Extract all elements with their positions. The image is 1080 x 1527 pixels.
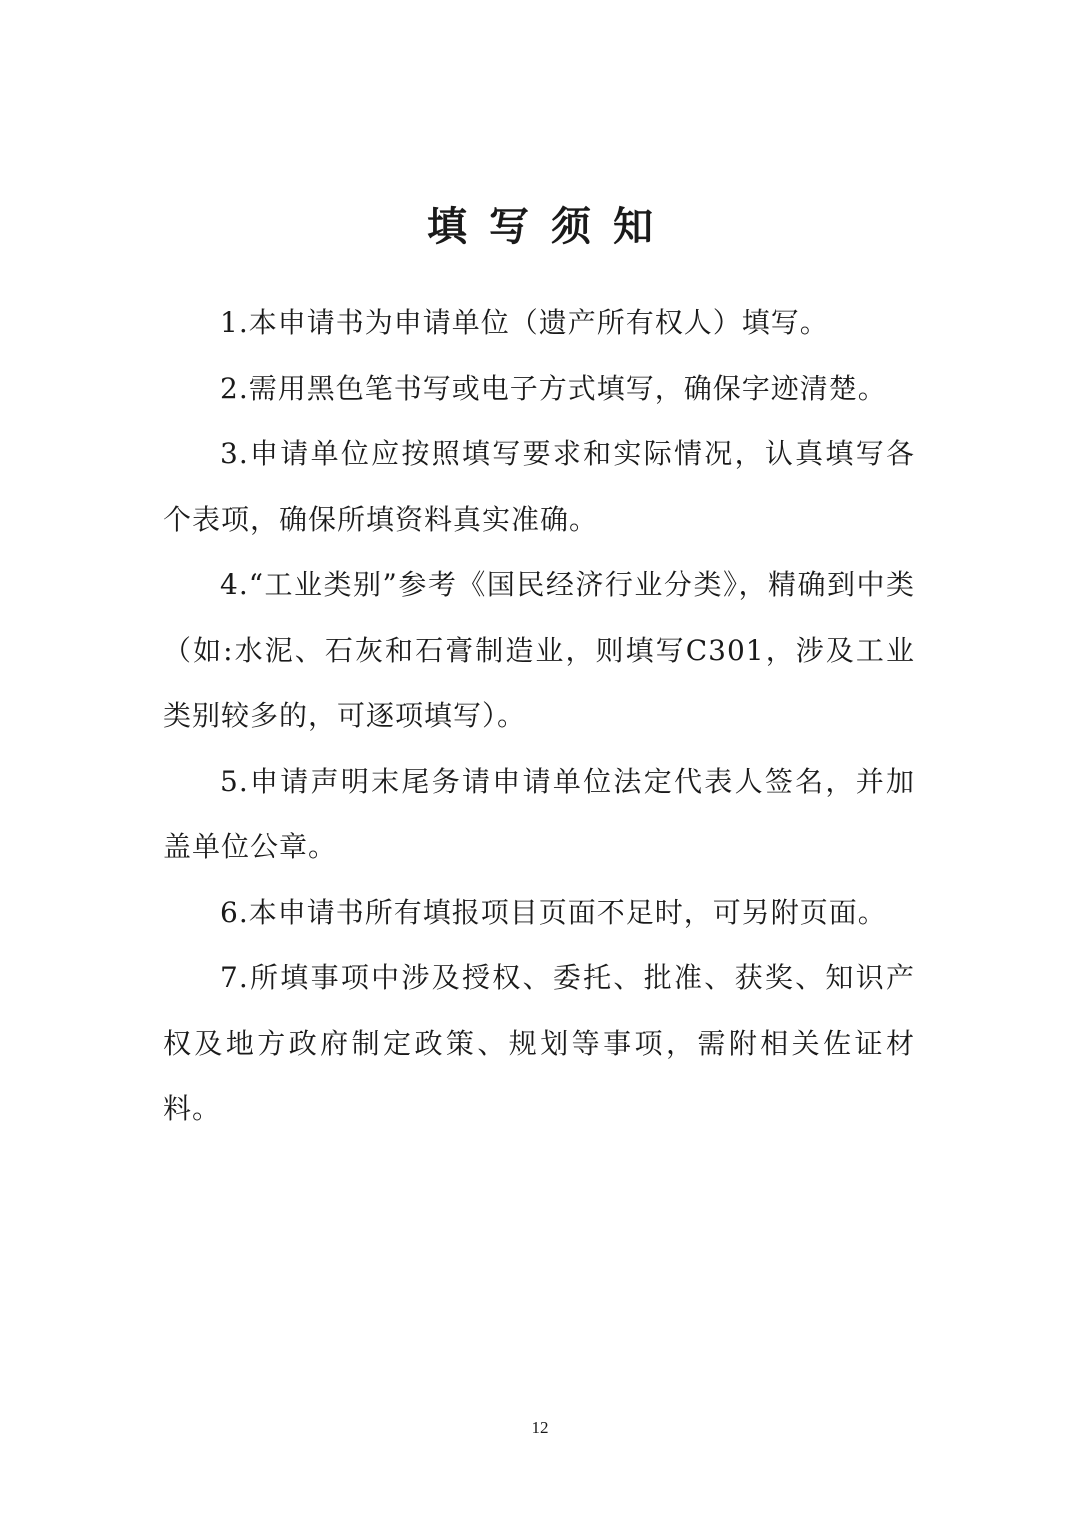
instruction-item-2: 2.需用黑色笔书写或电子方式填写，确保字迹清楚。 <box>220 371 887 405</box>
instruction-item-6: 6.本申请书所有填报项目页面不足时，可另附页面。 <box>220 895 887 929</box>
instruction-item-1: 1.本申请书为申请单位（遗产所有权人）填写。 <box>220 306 829 339</box>
page-title: 填写须知 <box>427 203 675 250</box>
instruction-item-4: 4.“工业类别”参考《国民经济行业分类》，精确到中类（如:水泥、石灰和石膏制造业，则填写C301，涉及工业类别较多的，可逐项填写）。 <box>163 568 915 732</box>
instruction-item-3: 3.申请单位应按照填写要求和实际情况，认真填写各个表项，确保所填资料真实准确。 <box>163 437 915 536</box>
instruction-item-5: 5.申请声明末尾务请申请单位法定代表人签名，并加盖单位公章。 <box>163 764 915 863</box>
page-number: 12 <box>531 1418 549 1437</box>
instruction-list <box>163 290 915 1142</box>
instruction-item-7: 7.所填事项中涉及授权、委托、批准、获奖、知识产权及地方政府制定政策、规划等事项，需附相关佐证材料。 <box>163 961 915 1125</box>
